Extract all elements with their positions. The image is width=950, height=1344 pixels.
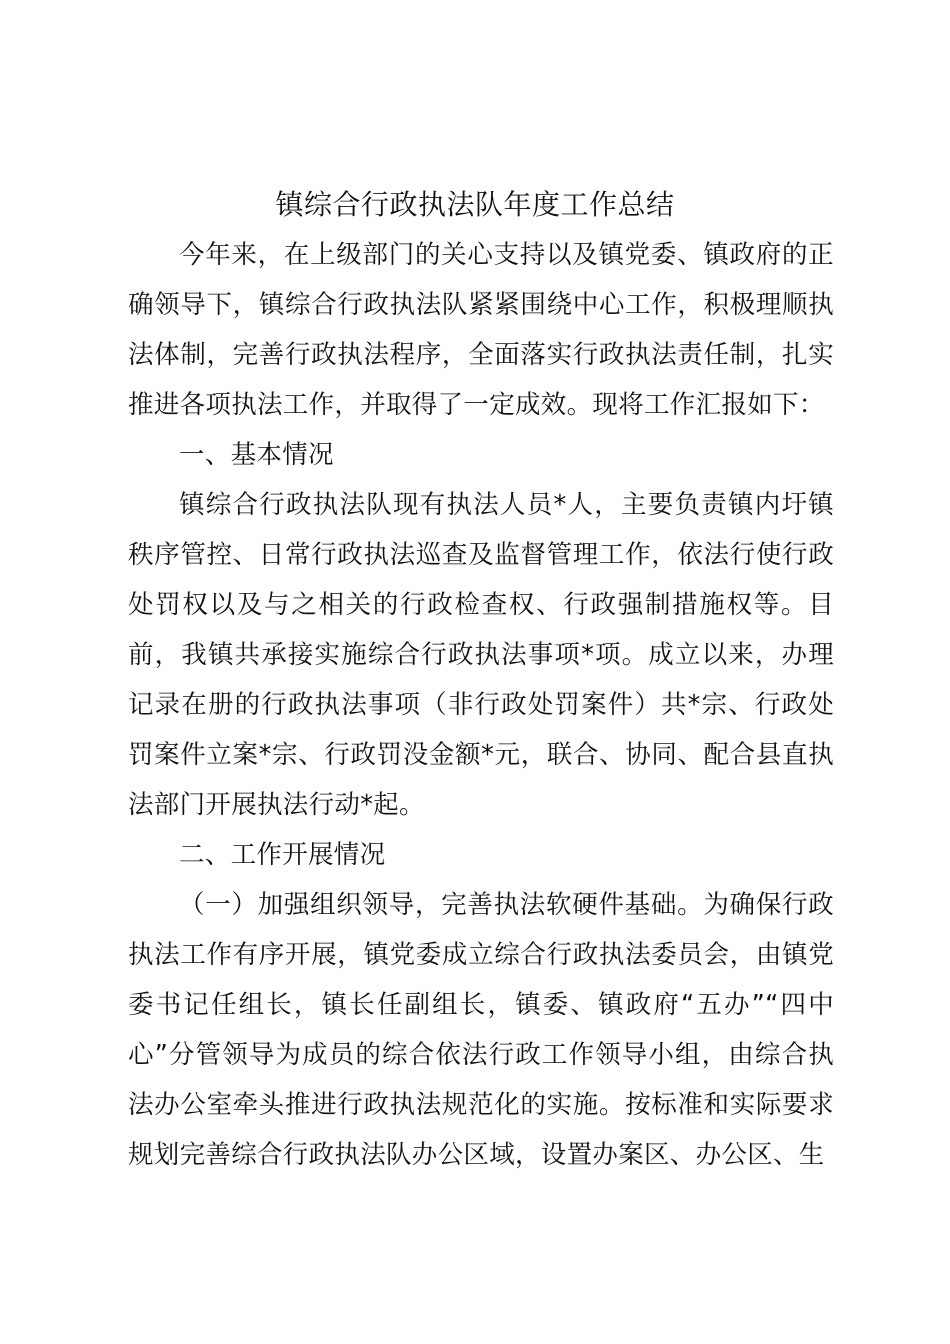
section-heading-work-progress: 二、工作开展情况 <box>179 840 386 870</box>
basic-info-paragraph: 镇综合行政执法队现有执法人员*人，主要负责镇内圩镇秩序管控、日常行政执法巡查及监督管理工作，依法行使行政处罚权以及与之相关的行政检查权、行政强制措施权等。目前，我镇共承接实施综合行政执法事项*项。成立以来，办理记录在册的行政执法事项（非行政处罚案件）共*宗、行政处罚案件立案*宗、行政罚没金额*元，联合、协同、配合县直执法部门开展执法行动*起。 <box>128 490 834 820</box>
document-title: 镇综合行政执法队年度工作总结 <box>275 188 675 221</box>
intro-paragraph: 今年来，在上级部门的关心支持以及镇党委、镇政府的正确领导下，镇综合行政执法队紧紧围绕中心工作，积极理顺执法体制，完善行政执法程序，全面落实行政执法责任制，扎实推进各项执法工作，并取得了一定成效。现将工作汇报如下： <box>128 240 834 420</box>
document-body <box>128 230 834 1180</box>
work-progress-paragraph: （一）加强组织领导，完善执法软硬件基础。为确保行政执法工作有序开展，镇党委成立综合行政执法委员会，由镇党委书记任组长，镇长任副组长，镇委、镇政府“五办”“四中心”分管领导为成员的综合依法行政工作领导小组，由综合执法办公室牵头推进行政执法规范化的实施。按标准和实际要求规划完善综合行政执法队办公区域，设置办案区、办公区、生 <box>128 890 834 1170</box>
section-heading-basic-info: 一、基本情况 <box>179 440 334 470</box>
